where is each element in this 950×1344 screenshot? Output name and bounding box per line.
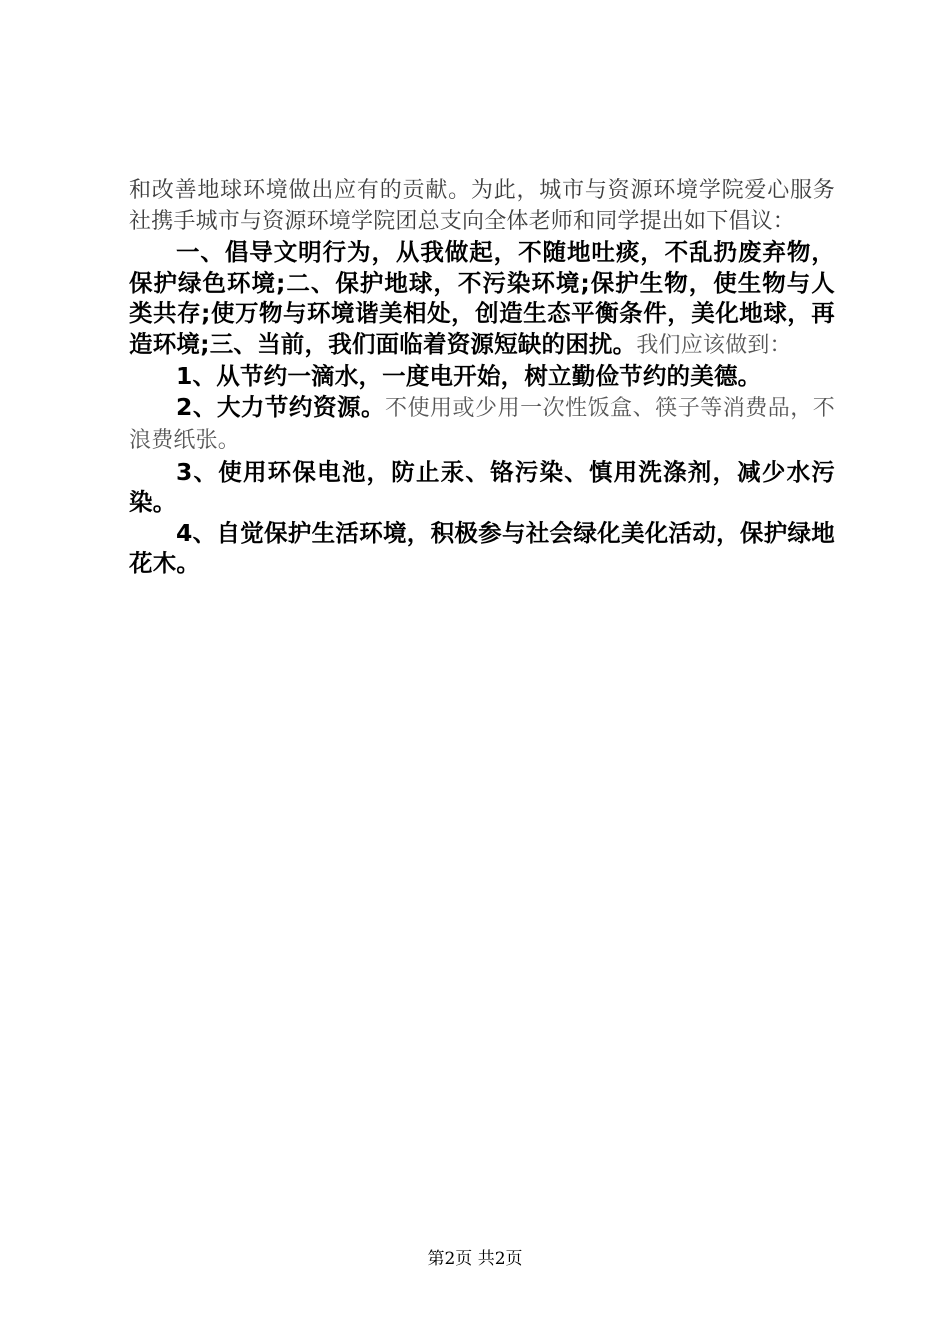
list-item-4: 4、自觉保护生活环境，积极参与社会绿化美化活动，保护绿地花木。 <box>129 518 835 577</box>
list-item-2 <box>129 392 835 457</box>
proposal-text: 一、倡导文明行为，从我做起，不随地吐痰，不乱扔废弃物，保护绿色环境;二、保护地球，不污染环境;保护生物，使生物与人类共存;使万物与环境谐美相处，创造生态平衡条件，美化地球，再造环境;三、当前，我们面临着资源短缺的困扰。 <box>129 238 835 358</box>
document-body <box>129 176 835 579</box>
proposal-tail: 我们应该做到： <box>636 332 792 358</box>
page-footer: 第2页 共2页 <box>427 1249 523 1269</box>
list-item-2-rest: 不使用或少用一次性饭盒、筷子等消费品，不浪费纸张。 <box>129 395 835 453</box>
intro-paragraph: 和改善地球环境做出应有的贡献。为此，城市与资源环境学院爱心服务社携手城市与资源环境学院团总支向全体老师和同学提出如下倡议： <box>129 178 835 234</box>
list-item-3: 3、使用环保电池，防止汞、铬污染、慎用洗涤剂，减少水污染。 <box>129 457 835 516</box>
list-item-2-bold: 2、大力节约资源。 <box>176 392 385 421</box>
list-item-1: 1、从节约一滴水，一度电开始，树立勤俭节约的美德。 <box>176 362 762 390</box>
proposal-paragraph <box>129 237 835 361</box>
